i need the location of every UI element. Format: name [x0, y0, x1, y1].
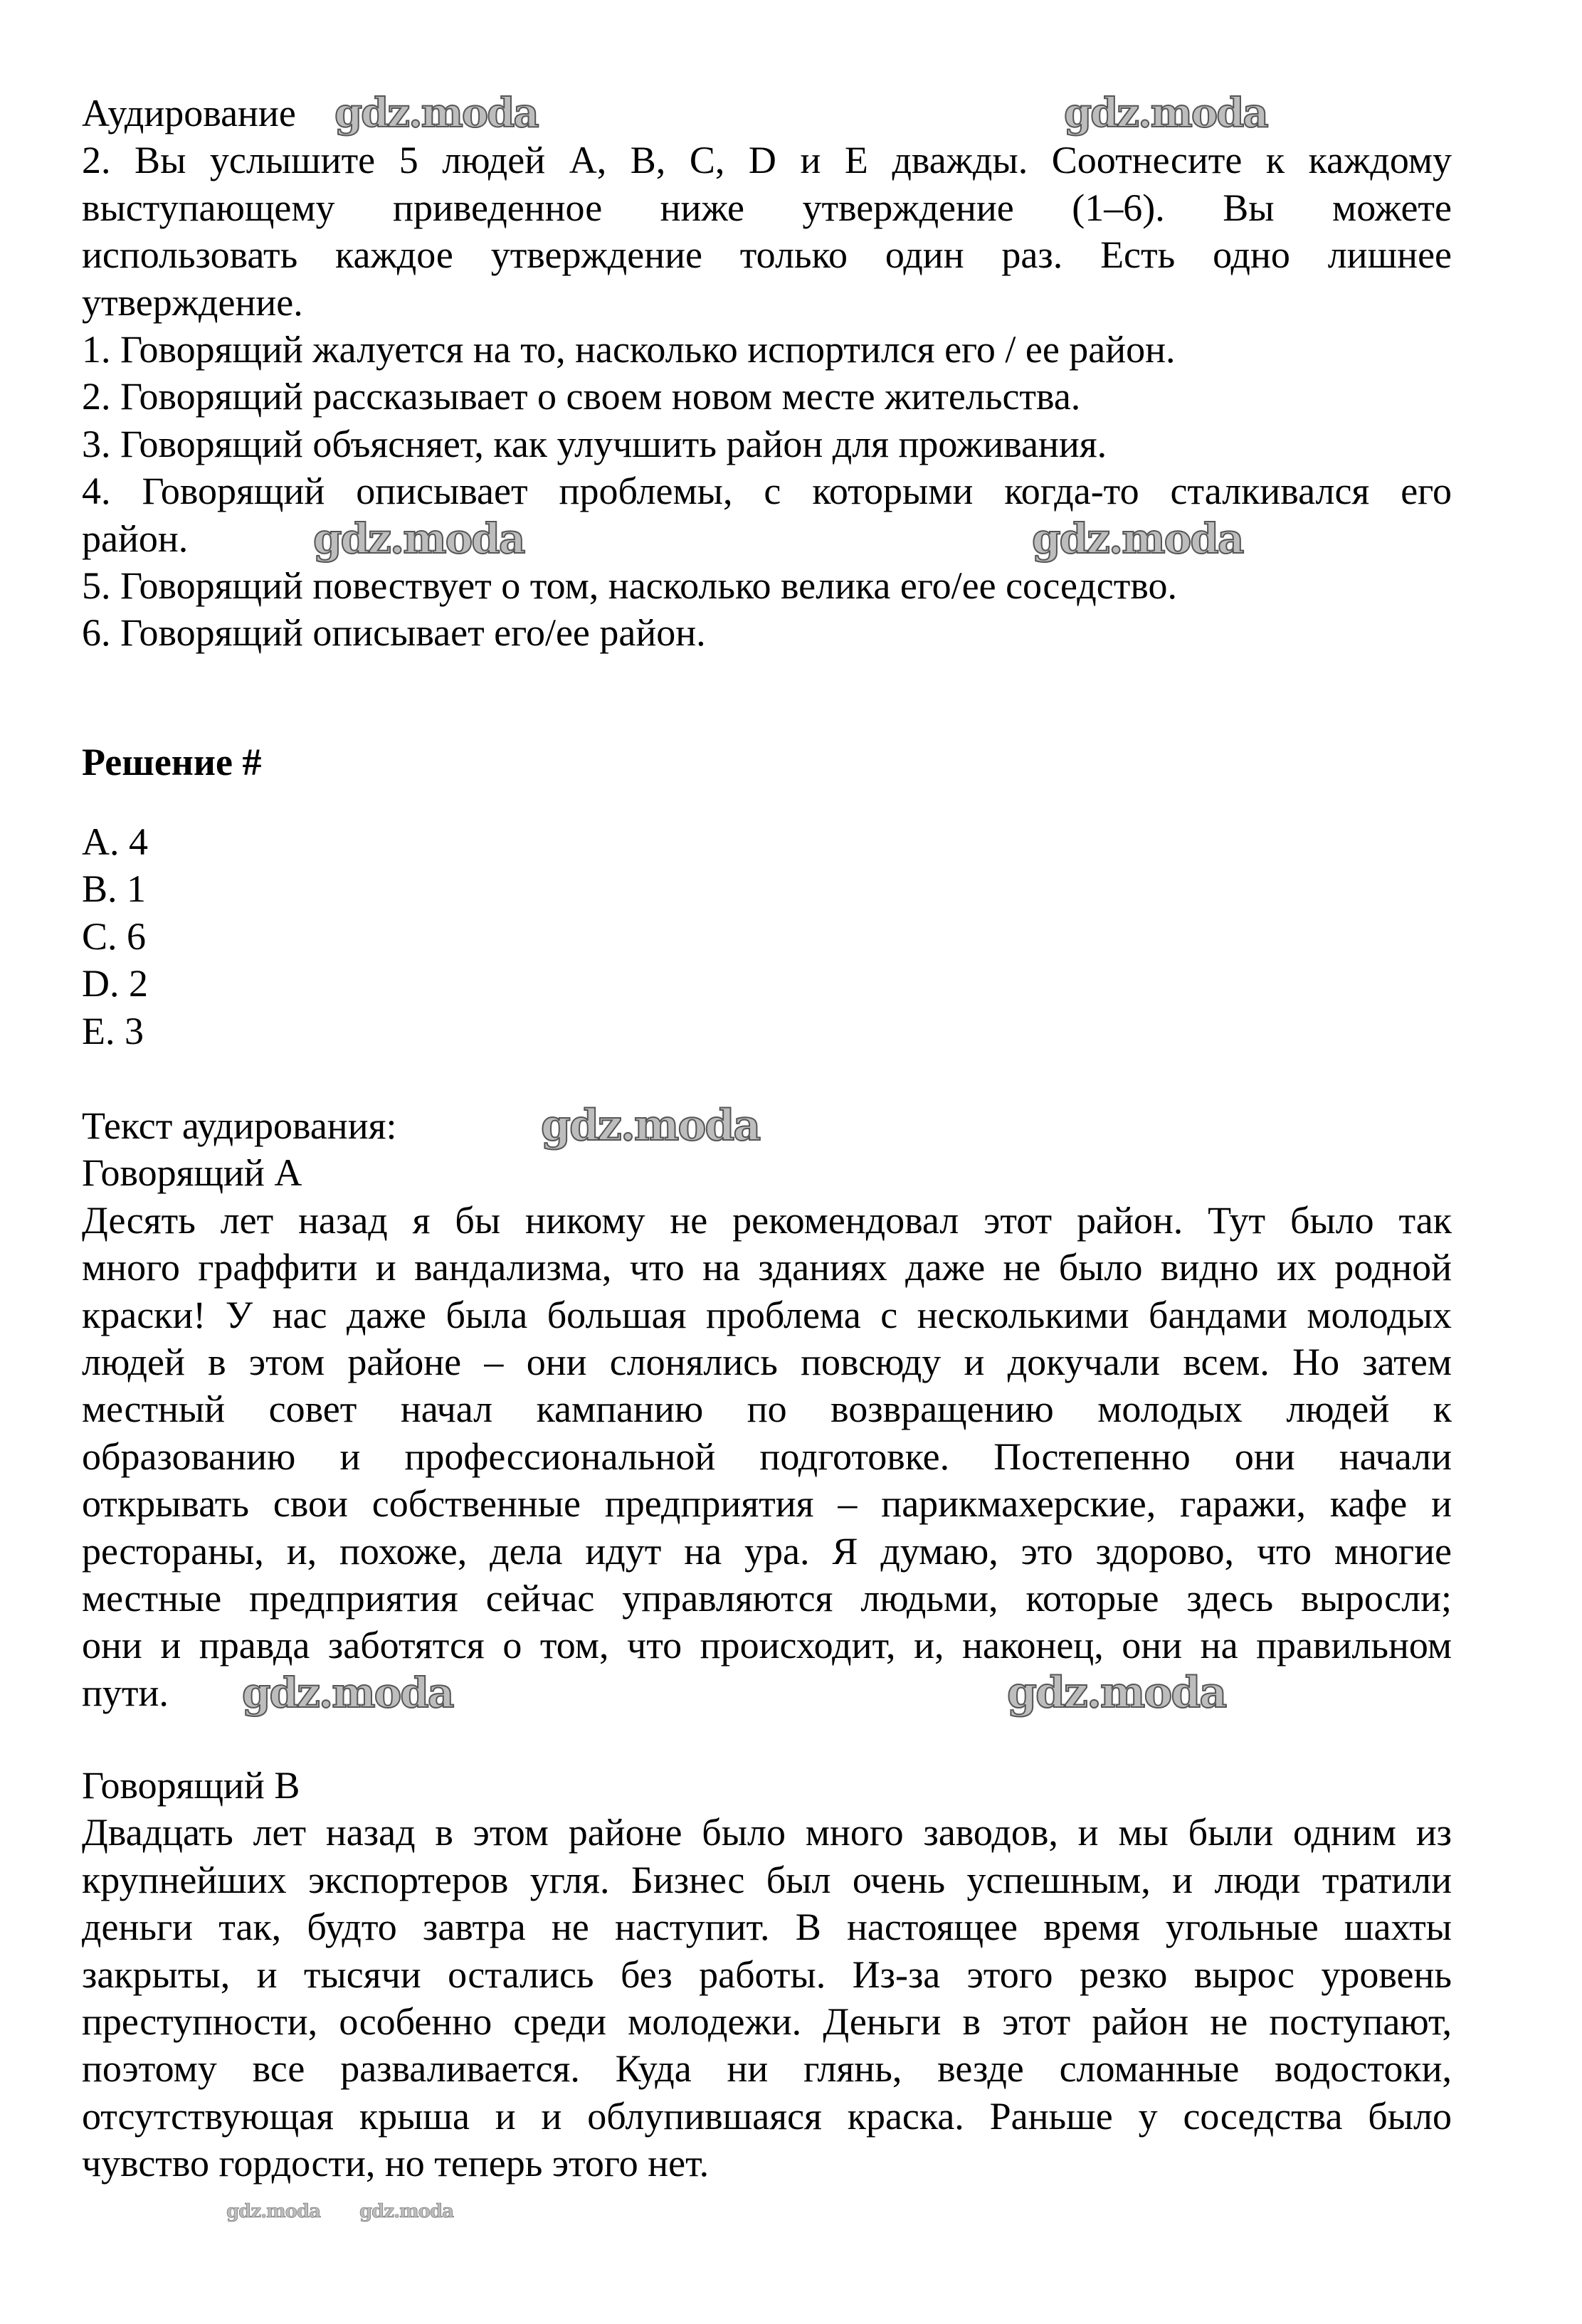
speaker-a-line: Десять лет назад я бы никому не рекомендовал этот район. Тут было так [82, 1198, 1452, 1242]
watermark: gdz.moda [242, 1669, 453, 1717]
speaker-a-line: местные предприятия сейчас управляются людьми, которые здесь выросли; [82, 1576, 1452, 1620]
solution-heading-line: Решение # [82, 741, 262, 783]
speaker-a-line: Текст аудирования: [82, 1104, 397, 1147]
speaker-b-line: чувство гордости, но теперь этого нет. [82, 2142, 710, 2185]
speaker-a-line: пути. [82, 1671, 169, 1714]
task-line: 2. Вы услышите 5 людей A, B, C, D и E дважды. Соотнесите к каждому [82, 139, 1452, 182]
task-line: район. [82, 517, 189, 560]
answers-line: A. 4 [82, 820, 148, 863]
watermark: gdz.moda [1064, 90, 1267, 137]
answers-line: B. 1 [82, 867, 147, 911]
speaker-a-line: образованию и профессиональной подготовке. Постепенно они начали [82, 1435, 1452, 1478]
speaker-a-line: рестораны, и, похоже, дела идут на ура. Я думаю, это здорово, что многие [82, 1529, 1452, 1573]
task-line: использовать каждое утверждение только один раз. Есть одно лишнее [82, 233, 1452, 277]
speaker-b-line: поэтому все разваливается. Куда ни глянь, везде сломанные водостоки, [82, 2047, 1452, 2091]
speaker-a-line: открывать свои собственные предприятия – парикмахерские, гаражи, кафе и [82, 1482, 1452, 1526]
speaker-b-section [82, 1762, 1452, 2187]
speaker-b-line: Двадцать лет назад в этом районе было много заводов, и мы были одним из [82, 1811, 1452, 1854]
task-line: 3. Говорящий объясняет, как улучшить район для проживания. [82, 422, 1107, 465]
task-line: выступающему приведенное ниже утверждение (1–6). Вы можете [82, 186, 1452, 229]
speaker-b-line: деньги так, будто завтра не наступит. В настоящее время угольные шахты [82, 1906, 1452, 1949]
answers-list [82, 818, 1452, 1055]
task-line: утверждение. [82, 280, 303, 324]
task-section [82, 90, 1452, 657]
task-line: Аудирование [82, 92, 296, 134]
answers-line: D. 2 [82, 962, 148, 1005]
task-line: 4. Говорящий описывает проблемы, с которыми когда-то сталкивался его [82, 470, 1452, 513]
watermark: gdz.moda [313, 514, 524, 563]
speaker-a-line: Говорящий А [82, 1151, 302, 1195]
speaker-b-line: Говорящий В [82, 1764, 300, 1807]
watermark: gdz.moda [1007, 1668, 1226, 1718]
speaker-a-line: краски! У нас даже была большая проблема с несколькими бандами молодых [82, 1293, 1452, 1336]
task-line: 5. Говорящий повествует о том, насколько велика его/ее соседство. [82, 564, 1177, 607]
task-line: 2. Говорящий рассказывает о своем новом месте жительства. [82, 375, 1081, 418]
watermark: gdz.moda [226, 2201, 321, 2222]
answers-line: E. 3 [82, 1009, 144, 1052]
task-line: 6. Говорящий описывает его/ее район. [82, 611, 706, 655]
solution-heading [82, 739, 1452, 786]
speaker-b-line: преступности, особенно среди молодежи. Деньги в этот район не поступают, [82, 2000, 1452, 2043]
speaker-a-section [82, 1102, 1452, 1716]
speaker-a-line: людей в этом районе – они слонялись повсюду и докучали всем. Но затем [82, 1340, 1452, 1383]
speaker-a-line: местный совет начал кампанию по возвращению молодых людей к [82, 1388, 1452, 1431]
speaker-b-line: отсутствующая крыша и и облупившаяся краска. Раньше у соседства было [82, 2094, 1452, 2138]
watermark: gdz.moda [1032, 514, 1243, 563]
answers-line: C. 6 [82, 914, 147, 958]
speaker-b-line: закрыты, и тысячи остались без работы. Из-за этого резко вырос уровень [82, 1953, 1452, 1996]
watermark: gdz.moda [359, 2201, 454, 2222]
speaker-a-line: они и правда заботятся о том, что происходит, и, наконец, они на правильном [82, 1624, 1452, 1667]
task-line: 1. Говорящий жалуется на то, насколько испортился его / ее район. [82, 327, 1176, 371]
speaker-b-line: крупнейших экспортеров угля. Бизнес был очень успешным, и люди тратили [82, 1858, 1452, 1901]
watermark: gdz.moda [541, 1101, 760, 1151]
watermark: gdz.moda [334, 90, 538, 137]
speaker-a-line: много граффити и вандализма, что на зданиях даже не было видно их родной [82, 1246, 1452, 1289]
